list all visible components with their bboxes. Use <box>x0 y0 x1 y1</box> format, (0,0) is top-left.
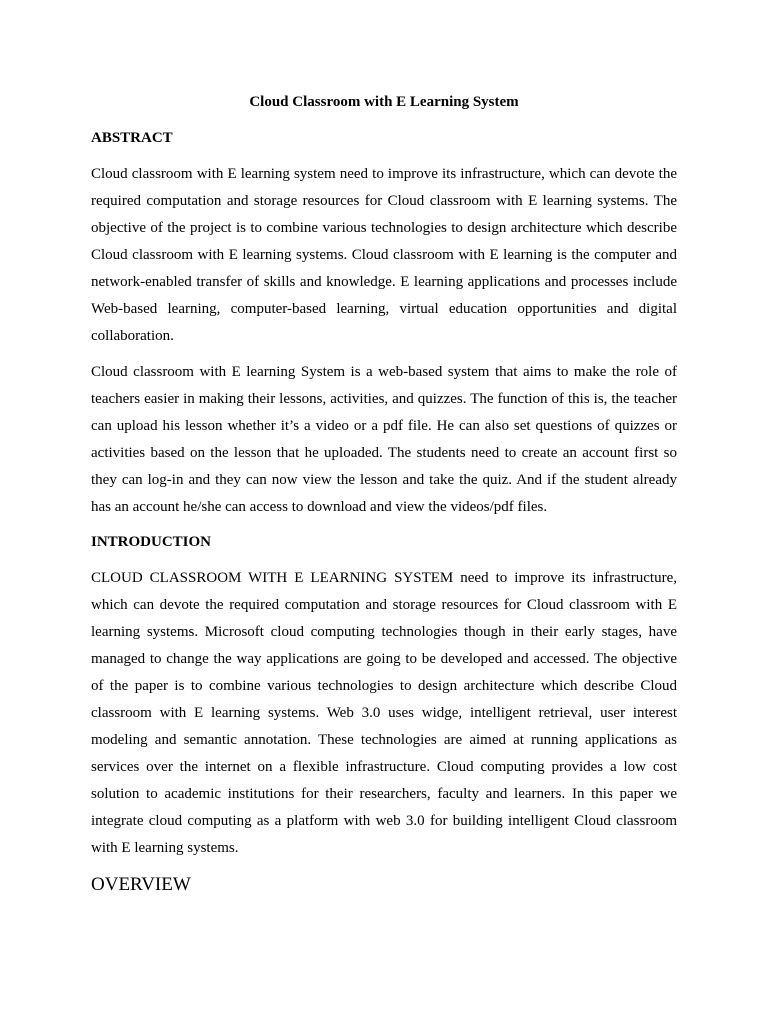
introduction-heading: INTRODUCTION <box>91 534 212 550</box>
overview-heading: OVERVIEW <box>91 874 191 895</box>
document-title: Cloud Classroom with E Learning System <box>249 94 519 110</box>
abstract-paragraph-2: Cloud classroom with E learning System is a web-based system that aims to make the role of teachers easier in making their lessons, activities, and quizzes. The function of this is, the teacher can upload his lesson whether it’s a video or a pdf file. He can also set questions of quizzes or activities based on the lesson that he uploaded. The students need to create an account first so they can log-in and they can now view the lesson and take the quiz. And if the student already has an account he/she can access to download and view the videos/pdf files. <box>91 364 677 515</box>
introduction-paragraph: CLOUD CLASSROOM WITH E LEARNING SYSTEM need to improve its infrastructure, which can devote the required computation and storage resources for Cloud classroom with E learning systems. Microsoft cloud computing technologies though in their early stages, have managed to change the way applications are going to be developed and accessed. The objective of the paper is to combine various technologies to design architecture which describe Cloud classroom with E learning systems. Web 3.0 uses widge, intelligent retrieval, user interest modeling and semantic annotation. These technologies are aimed at running applications as services over the internet on a flexible infrastructure. Cloud computing provides a low cost solution to academic institutions for their researchers, faculty and learners. In this paper we integrate cloud computing as a platform with web 3.0 for building intelligent Cloud classroom with E learning systems. <box>91 570 677 856</box>
document-page <box>91 90 677 899</box>
abstract-heading: ABSTRACT <box>91 130 173 146</box>
abstract-paragraph-1: Cloud classroom with E learning system need to improve its infrastructure, which can devote the required computation and storage resources for Cloud classroom with E learning systems. The objective of the project is to combine various technologies to design architecture which describe Cloud classroom with E learning systems. Cloud classroom with E learning is the computer and network-enabled transfer of skills and knowledge. E learning applications and processes include Web-based learning, computer-based learning, virtual education opportunities and digital collaboration. <box>91 166 677 344</box>
